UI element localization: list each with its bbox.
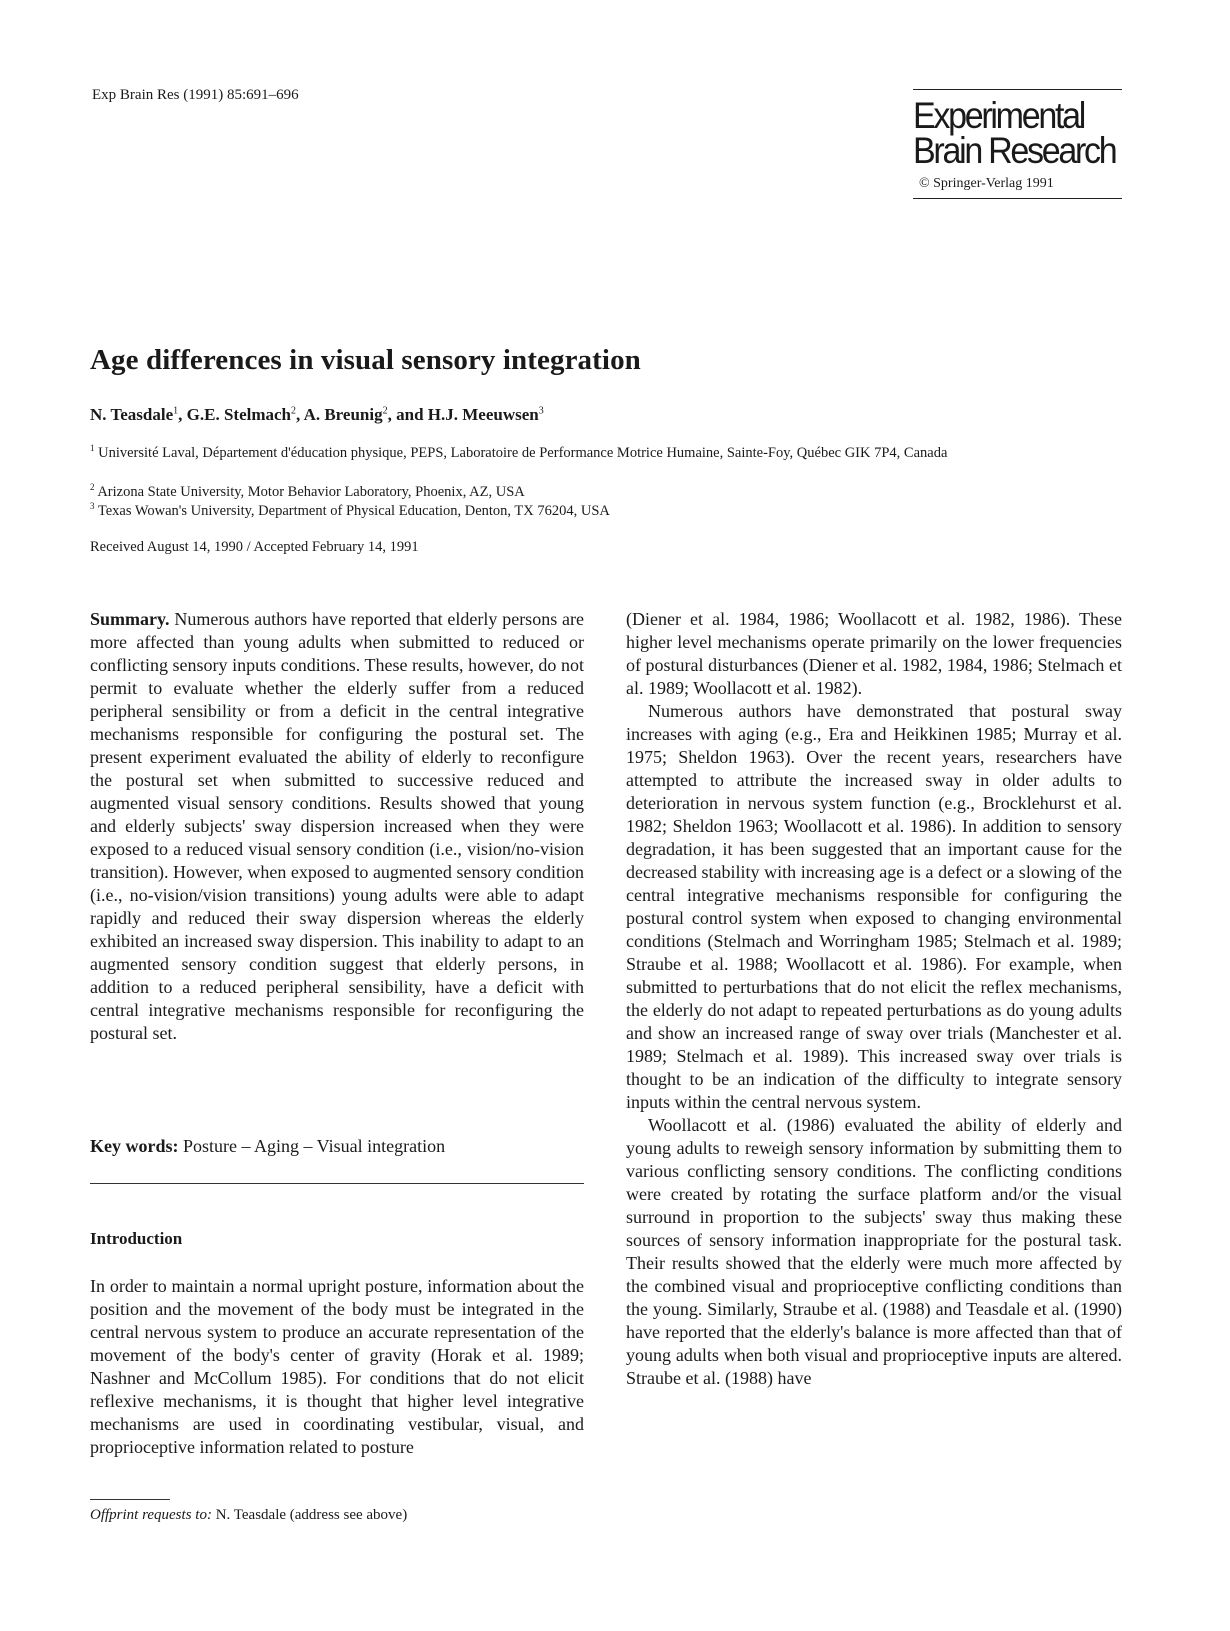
affiliation (90, 497, 1050, 521)
author-separator: , (178, 405, 187, 424)
journal-masthead (913, 89, 1122, 199)
copyright-notice: © Springer-Verlag 1991 (919, 176, 1054, 191)
paragraph: (Diener et al. 1984, 1986; Woollacott et al. 1982, 1986). These higher level mechanisms operate primarily on the lower frequencies of postural disturbances (Diener et al. 1982, 1984, 1986; Stelmach et al. 1989; Woollacott et al. 1982). (626, 609, 1122, 698)
author-affiliation-mark: 2 (382, 405, 388, 417)
author-separator: , and (387, 405, 428, 424)
article-title: Age differences in visual sensory integration (90, 344, 641, 376)
author-name: A. Breunig (303, 405, 383, 424)
journal-logo-line1: Experimental (913, 95, 1085, 136)
summary-text: Numerous authors have reported that elderly persons are more affected than young adults when submitted to reduced or conflicting sensory inputs conditions. These results, however, do not permit to evaluate whether the elderly suffer from a reduced peripheral sensibility or from a deficit in the central integrative mechanisms responsible for configuring the postural set. The present experiment evaluated the ability of elderly to reconfigure the postural set when submitted to successive reduced and augmented visual sensory conditions. Results showed that young and elderly subjects' sway dispersion increased when they were exposed to a reduced visual sensory condition (i.e., vision/no-vision transition). However, when exposed to augmented sensory condition (i.e., no-vision/vision transitions) young adults were able to adapt rapidly and reduced their sway dispersion whereas the elderly exhibited an increased sway dispersion. This inability to adapt to an augmented sensory condition suggest that elderly persons, in addition to a reduced peripheral sensibility, have a deficit with central integrative mechanisms responsible for reconfiguring the postural set. (90, 609, 584, 1043)
received-accepted-dates: Received August 14, 1990 / Accepted February 14, 1991 (90, 539, 419, 555)
summary-label: Summary. (90, 609, 170, 629)
section-divider (90, 1183, 584, 1184)
affiliation-number: 3 (90, 501, 95, 511)
footnote-rule (90, 1499, 170, 1500)
affiliation-text: Université Laval, Département d'éducation physique, PEPS, Laboratoire de Performance Motrice Humaine, Sainte-Foy, Québec GIK 7P4, Canada (98, 444, 948, 461)
paragraph: Woollacott et al. (1986) evaluated the ability of elderly and young adults to reweigh sensory information by submitting them to various conflicting sensory conditions. The conflicting conditions were created by rotating the surface platform and/or the visual surround in proportion to the subjects' sway thus making these sources of sensory information inappropriate for the postural task. Their results showed that the elderly were much more affected by the combined visual and proprioceptive conflicting conditions than the young. Similarly, Straube et al. (1988) and Teasdale et al. (1990) have reported that the elderly's balance is more affected than that of young adults when both visual and proprioceptive inputs are altered. Straube et al. (1988) have (626, 1115, 1122, 1388)
journal-logo-line2: Brain Research (913, 130, 1116, 171)
masthead-top-rule (913, 89, 1122, 90)
affiliation-number: 2 (90, 482, 95, 492)
offprint-label: Offprint requests to: (90, 1507, 212, 1523)
affiliation (90, 439, 1050, 463)
offprint-footnote (90, 1507, 407, 1524)
journal-citation: Exp Brain Res (1991) 85:691–696 (92, 87, 299, 103)
introduction-text: In order to maintain a normal upright posture, information about the position and the movement of the body must be integrated in the central nervous system to produce an accurate representation of the movement of the body's center of gravity (Horak et al. 1989; Nashner and McCollum 1985). For conditions that do not elicit reflexive mechanisms, it is thought that higher level integrative mechanisms are used in coordinating vestibular, visual, and proprioceptive information related to posture (90, 1276, 584, 1457)
summary-section (90, 608, 584, 1045)
author-list (90, 405, 544, 425)
author-name: N. Teasdale (90, 405, 174, 424)
author-affiliation-mark: 2 (291, 405, 296, 417)
offprint-text: N. Teasdale (address see above) (211, 1507, 408, 1523)
keywords-label: Key words: (90, 1136, 179, 1156)
introduction-heading: Introduction (90, 1229, 183, 1248)
affiliation-text: Arizona State University, Motor Behavior Laboratory, Phoenix, AZ, USA (97, 483, 525, 500)
author-affiliation-mark: 3 (538, 405, 544, 417)
keywords (90, 1136, 445, 1157)
affiliation-text: Texas Wowan's University, Department of Physical Education, Denton, TX 76204, USA (97, 502, 610, 519)
paragraph: Numerous authors have demonstrated that postural sway increases with aging (e.g., Era and Heikkinen 1985; Murray et al. 1975; Sheldon 1963). Over the recent years, researchers have attempted to attribute the increased sway in older adults to deterioration in nervous system function (e.g., Brocklehurst et al. 1982; Sheldon 1963; Woollacott et al. 1986). In addition to sensory degradation, it has been suggested that an important cause for the decreased stability with increasing age is a defect or a slowing of the central integrative mechanisms responsible for configuring the postural control system when exposed to changing environmental conditions (Stelmach and Worringham 1985; Stelmach et al. 1989; Straube et al. 1988; Woollacott et al. 1986). For example, when submitted to perturbations that do not elicit the reflex mechanisms, the elderly do not adapt to repeated perturbations as do young adults and show an increased range of sway over trials (Manchester et al. 1989; Stelmach et al. 1989). This increased sway over trials is thought to be an indication of the difficulty to integrate sensory inputs within the central nervous system. (626, 701, 1122, 1112)
author-affiliation-mark: 1 (173, 405, 179, 417)
author-name: H.J. Meeuwsen (427, 405, 539, 424)
right-column (626, 608, 1122, 1390)
keywords-text: Posture – Aging – Visual integration (178, 1136, 446, 1156)
affiliation-number: 1 (90, 443, 95, 453)
journal-logo (913, 95, 1116, 171)
author-name: G.E. Stelmach (186, 405, 291, 424)
author-separator: , (296, 405, 304, 424)
masthead-bottom-rule (913, 198, 1122, 199)
